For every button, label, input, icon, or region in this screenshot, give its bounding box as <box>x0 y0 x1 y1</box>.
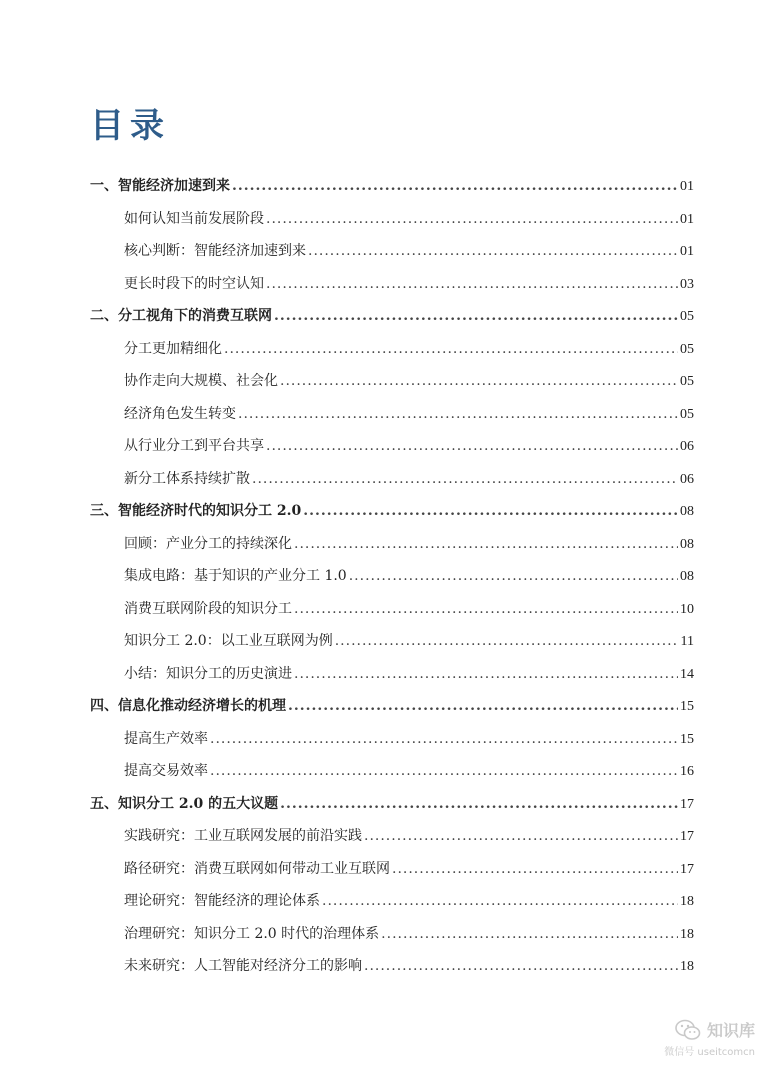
toc-leader-dots <box>294 658 678 691</box>
toc-chapter-entry[interactable] <box>90 495 694 528</box>
toc-page-number: 11 <box>680 634 694 649</box>
toc-leader-dots <box>364 820 678 853</box>
watermark <box>664 1018 755 1058</box>
toc-page-number: 18 <box>680 959 694 974</box>
toc-leader-dots <box>294 528 678 561</box>
toc-section-entry[interactable] <box>90 950 694 983</box>
toc-entry-label: 知识分工 2.0：以工业互联网为例 <box>124 633 333 649</box>
toc-section-entry[interactable] <box>90 723 694 756</box>
toc-leader-dots <box>322 885 678 918</box>
toc-page-number: 16 <box>680 764 694 779</box>
toc-section-entry[interactable] <box>90 885 694 918</box>
toc-section-entry[interactable] <box>90 853 694 886</box>
toc-entry-label: 从行业分工到平台共享 <box>124 438 264 454</box>
toc-chapter-entry[interactable] <box>90 300 694 333</box>
toc-entry-label: 分工更加精细化 <box>124 340 222 357</box>
page-title: 目录 <box>90 106 170 146</box>
toc-entry-label: 如何认知当前发展阶段 <box>124 210 264 227</box>
toc-page-number: 08 <box>680 569 694 584</box>
toc-page-number: 15 <box>680 699 694 714</box>
toc-page-number: 05 <box>680 309 694 324</box>
wechat-icon <box>675 1019 701 1041</box>
toc-leader-dots <box>266 203 678 236</box>
toc-entry-label: 更长时段下的时空认知 <box>124 275 264 292</box>
toc-entry-label: 协作走向大规模、社会化 <box>124 373 278 389</box>
toc-entry-label: 一、智能经济加速到来 <box>90 178 230 194</box>
toc-chapter-entry[interactable] <box>90 690 694 723</box>
toc-page-number: 01 <box>680 179 694 194</box>
toc-leader-dots <box>210 723 678 756</box>
toc-section-entry[interactable] <box>90 593 694 626</box>
toc-leader-dots <box>238 398 678 431</box>
toc-entry-label: 未来研究：人工智能对经济分工的影响 <box>124 958 362 974</box>
watermark-subtitle: 微信号 useitcomcn <box>664 1047 755 1058</box>
toc-leader-dots <box>280 365 678 398</box>
toc-leader-dots <box>381 918 678 951</box>
toc-page-number: 05 <box>680 374 694 389</box>
toc-entry-label: 三、智能经济时代的知识分工 2.0 <box>90 503 302 519</box>
toc-page-number: 17 <box>680 829 694 844</box>
toc-entry-label: 二、分工视角下的消费互联网 <box>90 308 272 324</box>
toc-leader-dots <box>303 495 678 528</box>
toc-page-number: 18 <box>680 926 694 942</box>
toc-entry-label: 新分工体系持续扩散 <box>124 470 250 487</box>
toc-leader-dots <box>335 625 679 658</box>
toc-entry-label: 核心判断：智能经济加速到来 <box>124 243 306 259</box>
toc-leader-dots <box>274 300 678 333</box>
toc-section-entry[interactable] <box>90 333 694 366</box>
toc-leader-dots <box>224 333 678 366</box>
toc-page-number: 01 <box>680 244 694 259</box>
toc-page-number: 15 <box>680 731 694 747</box>
toc-page-number: 18 <box>680 894 694 909</box>
toc-page-number: 14 <box>680 666 694 682</box>
toc-section-entry[interactable] <box>90 203 694 236</box>
toc-entry-label: 理论研究：智能经济的理论体系 <box>124 893 320 909</box>
toc-page-number: 08 <box>680 536 694 552</box>
toc-entry-label: 经济角色发生转变 <box>124 405 236 422</box>
toc-entry-label: 消费互联网阶段的知识分工 <box>124 600 292 617</box>
toc-section-entry[interactable] <box>90 398 694 431</box>
toc-leader-dots <box>280 788 678 821</box>
toc-page-number: 01 <box>680 211 694 227</box>
toc-section-entry[interactable] <box>90 463 694 496</box>
toc-chapter-entry[interactable] <box>90 788 694 821</box>
toc-section-entry[interactable] <box>90 560 694 593</box>
toc-entry-label: 五、知识分工 2.0 的五大议题 <box>90 795 279 812</box>
toc-entry-label: 提高交易效率 <box>124 763 208 779</box>
toc-section-entry[interactable] <box>90 235 694 268</box>
toc-entry-label: 路径研究：消费互联网如何带动工业互联网 <box>124 860 390 877</box>
toc-page-number: 06 <box>680 439 694 454</box>
toc-page-number: 17 <box>680 796 694 812</box>
toc-page-number: 05 <box>680 406 694 422</box>
toc-leader-dots <box>364 950 678 983</box>
toc-page-number: 05 <box>680 341 694 357</box>
toc-section-entry[interactable] <box>90 430 694 463</box>
toc-section-entry[interactable] <box>90 625 694 658</box>
toc-leader-dots <box>266 430 678 463</box>
toc-leader-dots <box>210 755 678 788</box>
toc-section-entry[interactable] <box>90 268 694 301</box>
toc-leader-dots <box>252 463 678 496</box>
toc-section-entry[interactable] <box>90 528 694 561</box>
toc-entry-label: 治理研究：知识分工 2.0 时代的治理体系 <box>124 925 380 942</box>
toc-leader-dots <box>392 853 678 886</box>
table-of-contents <box>90 170 694 983</box>
toc-entry-label: 实践研究：工业互联网发展的前沿实践 <box>124 828 362 844</box>
toc-chapter-entry[interactable] <box>90 170 694 203</box>
toc-page-number: 10 <box>680 601 694 617</box>
toc-leader-dots <box>232 170 678 203</box>
toc-page-number: 03 <box>680 276 694 292</box>
toc-section-entry[interactable] <box>90 755 694 788</box>
toc-entry-label: 集成电路：基于知识的产业分工 1.0 <box>124 568 347 584</box>
toc-page-number: 08 <box>680 504 694 519</box>
toc-section-entry[interactable] <box>90 365 694 398</box>
toc-page-number: 17 <box>680 861 694 877</box>
toc-leader-dots <box>308 235 678 268</box>
toc-section-entry[interactable] <box>90 918 694 951</box>
toc-entry-label: 回顾：产业分工的持续深化 <box>124 535 292 552</box>
watermark-name: 知识库 <box>706 1021 755 1040</box>
toc-page-number: 06 <box>680 471 694 487</box>
toc-leader-dots <box>349 560 678 593</box>
toc-entry-label: 提高生产效率 <box>124 730 208 747</box>
toc-leader-dots <box>294 593 678 626</box>
toc-entry-label: 小结：知识分工的历史演进 <box>124 665 292 682</box>
toc-entry-label: 四、信息化推动经济增长的机理 <box>90 698 286 714</box>
toc-leader-dots <box>266 268 678 301</box>
toc-section-entry[interactable] <box>90 658 694 691</box>
toc-leader-dots <box>288 690 678 723</box>
toc-section-entry[interactable] <box>90 820 694 853</box>
